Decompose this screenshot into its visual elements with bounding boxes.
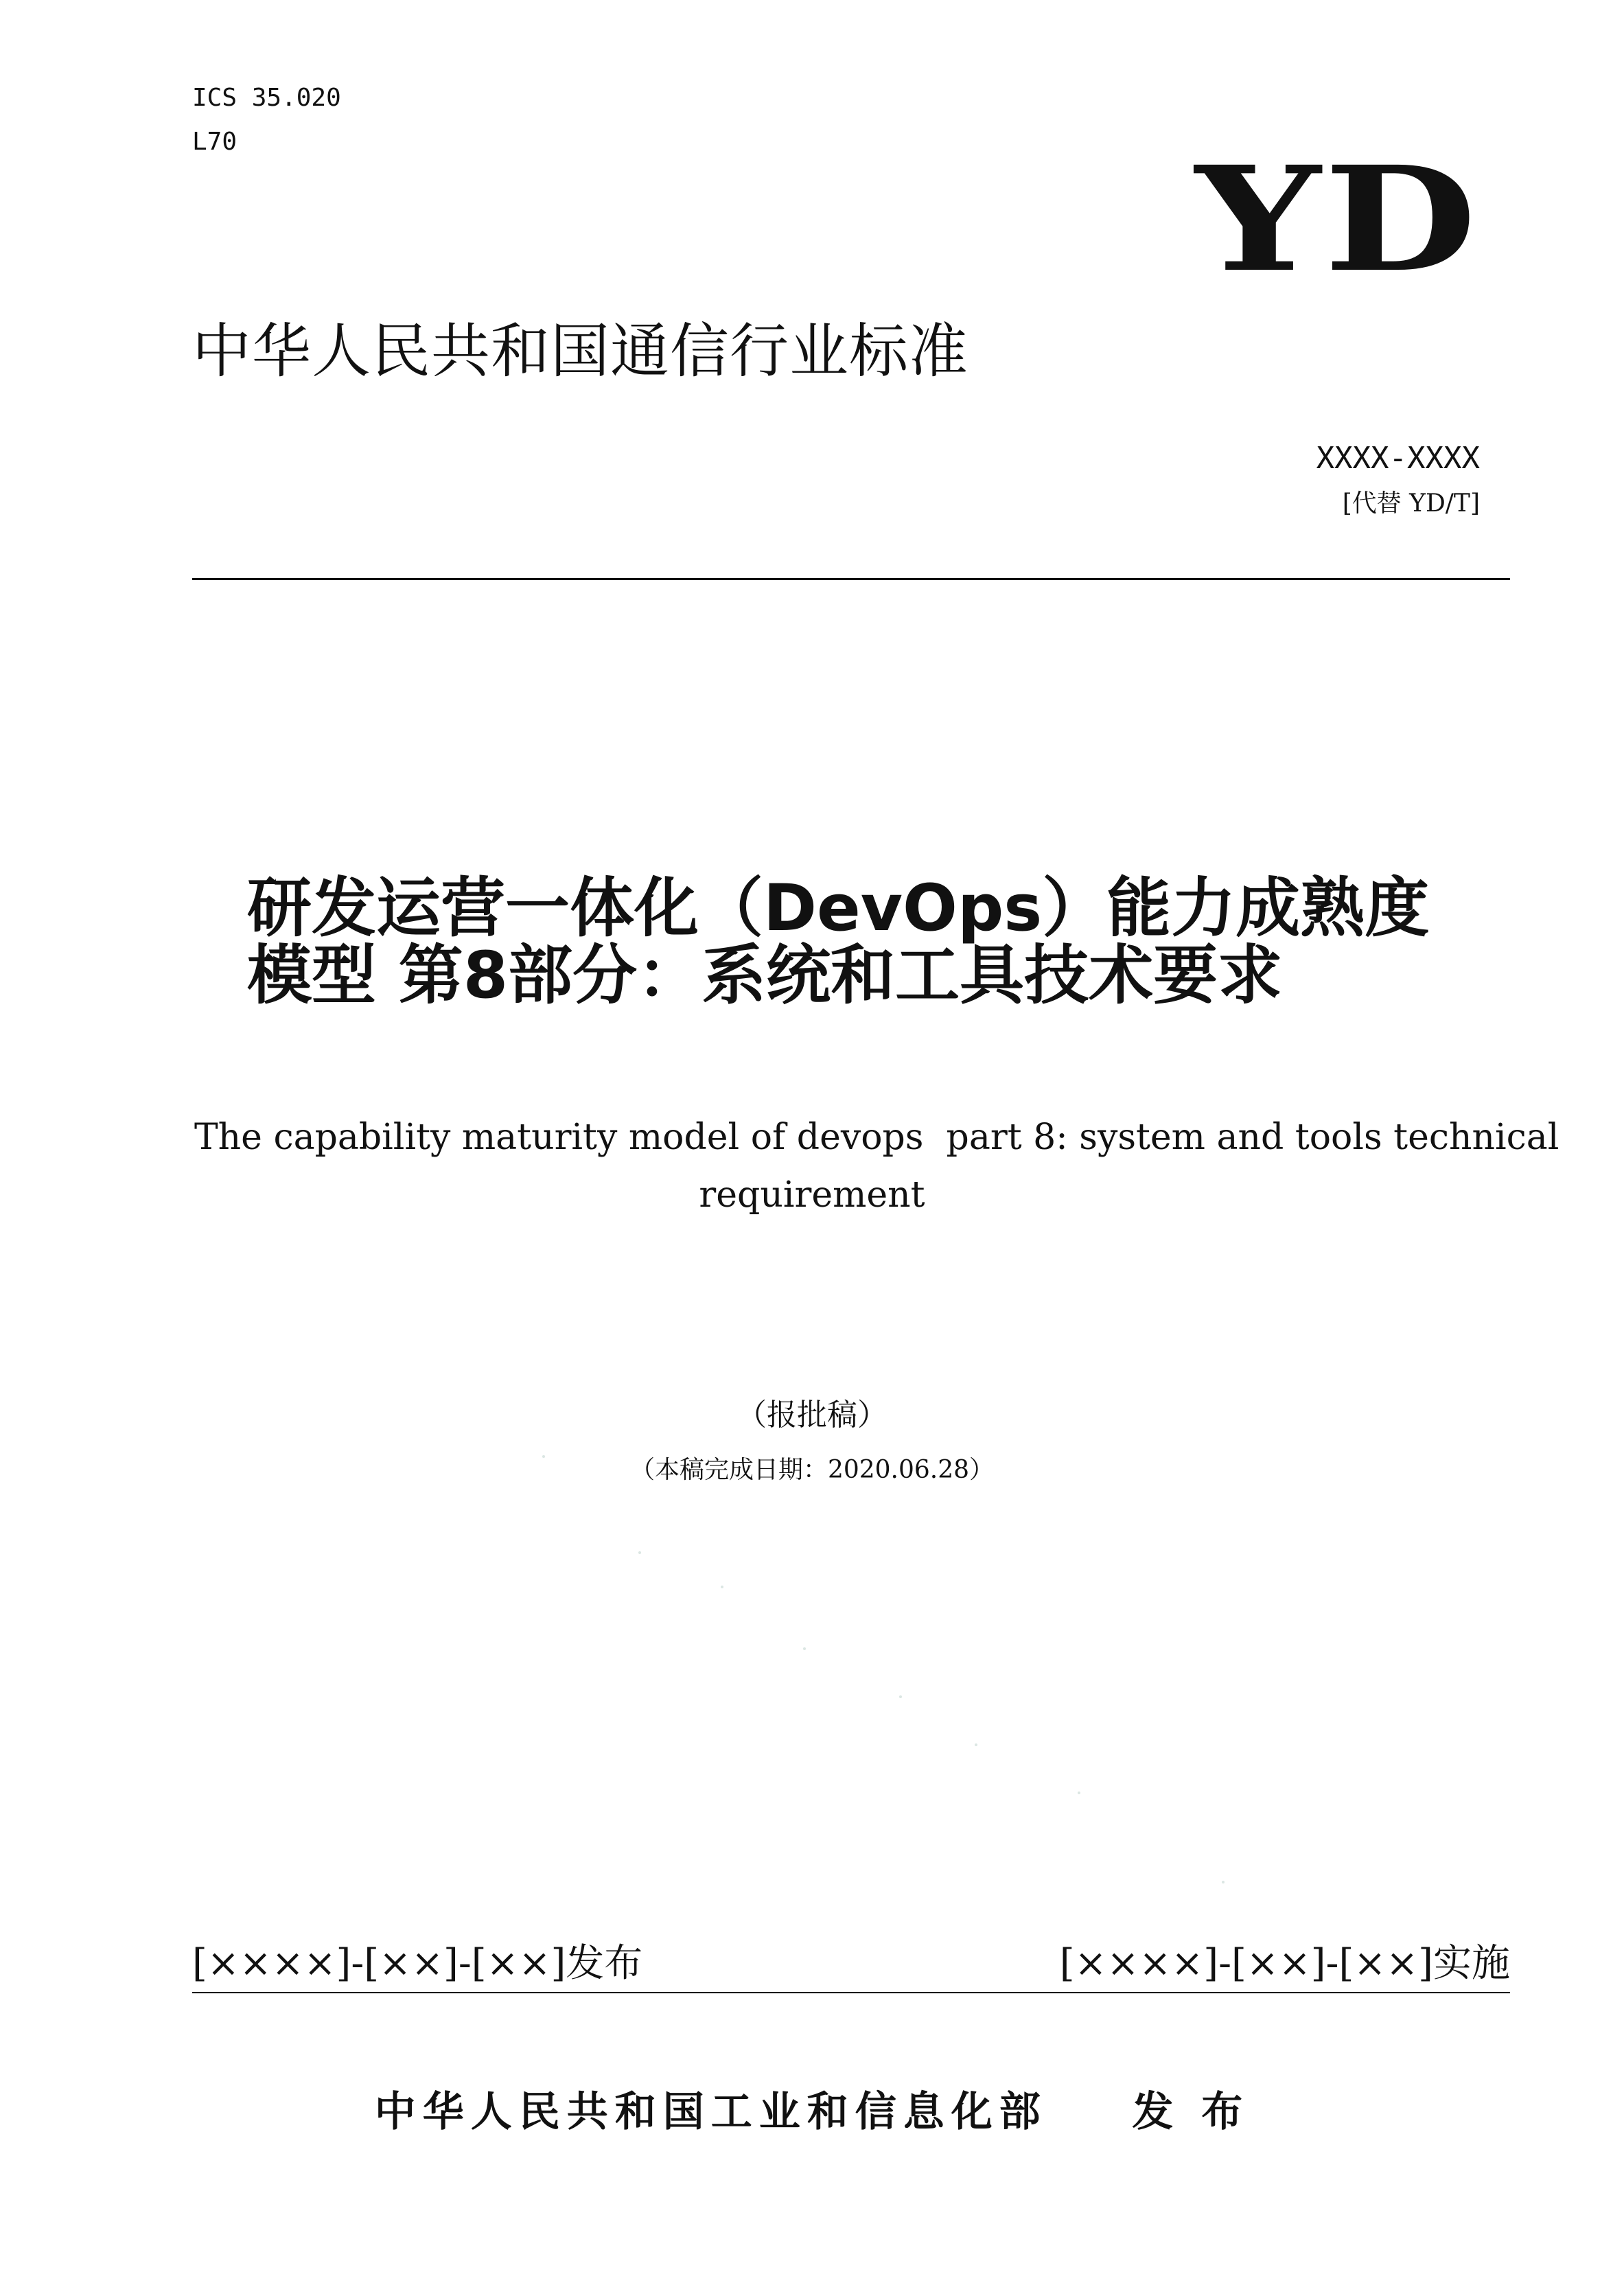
chinese-title-line-2: 模型 第8部分：系统和工具技术要求 xyxy=(247,938,1283,1013)
header-divider xyxy=(192,578,1510,580)
standard-number: XXXX-XXXX xyxy=(1316,441,1480,476)
yd-logo: YD xyxy=(1195,135,1480,304)
chinese-title-line-1: 研发运营一体化（DevOps）能力成熟度 xyxy=(247,871,1430,946)
scan-speck xyxy=(975,1743,977,1746)
english-title-line-1: The capability maturity model of devops part 8: system and tools technical xyxy=(194,1117,1559,1158)
footer-divider xyxy=(192,1992,1510,1993)
ics-code: ICS 35.020 xyxy=(192,84,341,112)
scan-speck xyxy=(542,1455,545,1458)
issuing-authority: 中华人民共和国工业和信息化部 发 布 xyxy=(374,2088,1250,2136)
publish-date: [××××]-[××]-[××]发布 xyxy=(192,1941,643,1986)
scan-speck xyxy=(899,1695,902,1698)
implementation-date: [××××]-[××]-[××]实施 xyxy=(1059,1941,1510,1986)
chinese-title xyxy=(247,871,1483,1013)
scan-speck xyxy=(1078,1791,1080,1794)
classification-code: L70 xyxy=(192,128,237,156)
scan-speck xyxy=(638,1551,641,1554)
scan-speck xyxy=(721,1586,723,1588)
standard-category-title: 中华人民共和国通信行业标准 xyxy=(192,317,968,386)
draft-completion-date: （本稿完成日期：2020.06.28） xyxy=(629,1456,995,1484)
scan-speck xyxy=(803,1647,806,1650)
english-title xyxy=(194,1109,1559,1224)
english-title-line-2: requirement xyxy=(699,1174,925,1216)
replaces-note: [代替 YD/T] xyxy=(1342,489,1480,518)
draft-status: （报批稿） xyxy=(736,1398,888,1433)
scan-speck xyxy=(1222,1881,1225,1883)
